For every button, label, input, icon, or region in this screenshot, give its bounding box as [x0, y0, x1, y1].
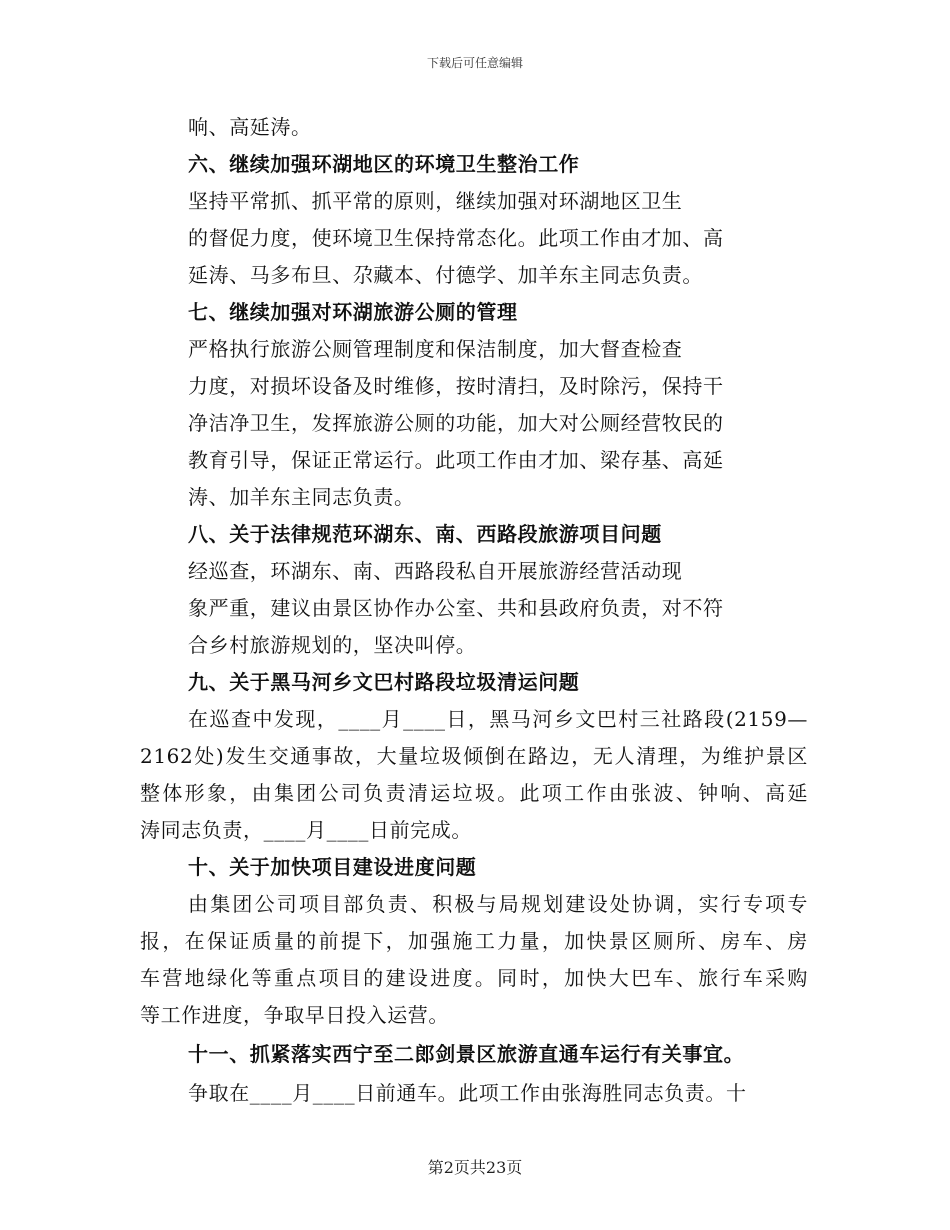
body-line: 力度，对损坏设备及时维修，按时清扫，及时除污，保持干 [188, 374, 724, 398]
page-header: 下载后可任意编辑 [426, 56, 523, 70]
section-heading: 七、继续加强对环湖旅游公厕的管理 [188, 300, 518, 324]
body-line: 涛、加羊东主同志负责。 [188, 485, 415, 509]
body-line: 教育引导，保证正常运行。此项工作由才加、梁存基、高延 [188, 448, 724, 472]
body-line: 车营地绿化等重点项目的建设进度。同时，加快大巴车、旅行车采购 [140, 966, 808, 990]
body-line: 坚持平常抓、抓平常的原则，继续加强对环湖地区卫生 [188, 189, 683, 213]
section-heading: 十、关于加快项目建设进度问题 [188, 855, 477, 879]
section-heading: 十一、抓紧落实西宁至二郎剑景区旅游直通车运行有关事宜。 [188, 1042, 745, 1066]
body-line: 2162处)发生交通事故，大量垃圾倾倒在路边，无人清理，为维护景区 [140, 744, 808, 768]
body-line: 整体形象，由集团公司负责清运垃圾。此项工作由张波、钟响、高延 [140, 781, 808, 805]
body-line: 延涛、马多布旦、尕藏本、付德学、加羊东主同志负责。 [188, 263, 703, 287]
section-heading: 八、关于法律规范环湖东、南、西路段旅游项目问题 [188, 522, 662, 546]
page-footer: 第2页共23页 [427, 1158, 523, 1177]
body-line: 严格执行旅游公厕管理制度和保洁制度，加大督查检查 [188, 337, 683, 361]
body-line: 等工作进度，争取早日投入运营。 [140, 1003, 449, 1027]
body-line: 响、高延涛。 [188, 115, 312, 139]
section-heading: 九、关于黑马河乡文巴村路段垃圾清运问题 [188, 670, 580, 694]
body-line: 合乡村旅游规划的，坚决叫停。 [188, 633, 477, 657]
body-line: 争取在____月____日前通车。此项工作由张海胜同志负责。十 [188, 1081, 747, 1105]
body-line: 经巡查，环湖东、南、西路段私自开展旅游经营活动现 [188, 559, 683, 583]
body-line: 的督促力度，使环境卫生保持常态化。此项工作由才加、高 [188, 226, 724, 250]
body-line: 净洁净卫生，发挥旅游公厕的功能，加大对公厕经营牧民的 [188, 411, 724, 435]
body-line: 报，在保证质量的前提下，加强施工力量，加快景区厕所、房车、房 [140, 929, 808, 953]
body-line: 象严重，建议由景区协作办公室、共和县政府负责，对不符 [188, 596, 724, 620]
body-line: 由集团公司项目部负责、积极与局规划建设处协调，实行专项专 [188, 892, 808, 916]
body-line: 涛同志负责，____月____日前完成。 [140, 818, 472, 842]
section-heading: 六、继续加强环湖地区的环境卫生整治工作 [188, 152, 580, 176]
body-line: 在巡查中发现，____月____日，黑马河乡文巴村三社路段(2159— [188, 707, 808, 731]
